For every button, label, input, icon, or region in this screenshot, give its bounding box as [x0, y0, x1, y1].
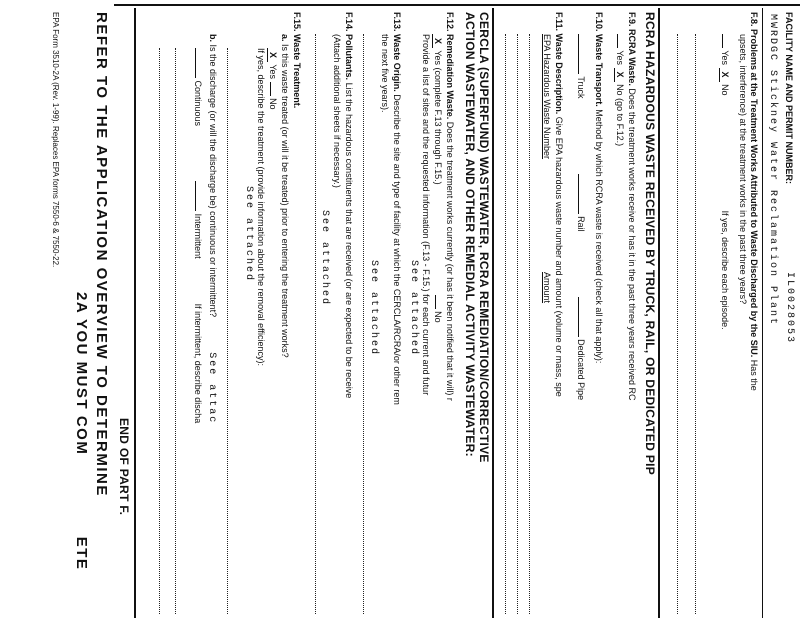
f13-line-1 [363, 34, 364, 614]
refer-line-2-text: 2A YOU MUST COM [73, 292, 90, 456]
f10-title: Waste Transport. [594, 34, 604, 107]
f13-title: Waste Origin. [392, 34, 402, 92]
col-epa-number: EPA Hazardous Waste Number [542, 34, 552, 160]
f15a-line [280, 34, 290, 358]
col-amount: Amount [542, 272, 552, 304]
f11-title: Waste Description. [554, 33, 564, 115]
f8-line2: upsets, interference) at the treatment works in the past three years? [738, 34, 748, 305]
rail-checkbox[interactable] [578, 174, 579, 214]
f10-line [594, 12, 604, 363]
f14-sub: (Attach additional sheets if necessary.) [332, 34, 342, 188]
f12-no-label: No [433, 311, 443, 323]
f8-answer-line-2 [677, 34, 678, 614]
f15b-label: b. [208, 34, 218, 42]
f15-number: F.15. [292, 12, 302, 32]
page-left-rule [114, 4, 800, 6]
f8-instruction: If yes, describe each episode. [720, 210, 730, 330]
f9-text: Does the treatment works receive or has it in the past three years received RC [627, 88, 637, 401]
intermittent-checkbox[interactable] [195, 181, 196, 211]
f8-no-checkbox[interactable]: X [719, 68, 730, 82]
f8-line [749, 12, 759, 391]
f12-provide: Provide a list of sites and the requested information (F.13 - F.15.) for each current and futur [421, 34, 431, 396]
f12-text: Does the treatment works currently (or has it been notified that it will) r [445, 121, 455, 401]
f13-next: the next five years). [380, 34, 390, 113]
f9-no-checkbox[interactable]: X [614, 68, 625, 82]
f15-line [292, 12, 302, 108]
rcra-heading: RCRA HAZARDOUS WASTE RECEIVED BY TRUCK, RAIL, OR DEDICATED PIP [643, 12, 657, 476]
f9-yes-checkbox[interactable] [617, 34, 618, 48]
continuous-checkbox[interactable] [195, 48, 196, 78]
f9-answers [614, 34, 625, 146]
intermittent-label: Intermittent [193, 213, 203, 259]
f15a-no-checkbox[interactable] [270, 82, 271, 96]
f11-number: F.11. [554, 12, 564, 32]
f12-no-checkbox[interactable] [435, 295, 436, 309]
f14-line [344, 12, 354, 398]
end-of-part-f: END OF PART F. [117, 418, 131, 516]
f14-number: F.14. [344, 12, 354, 32]
f10-text: Method by which RCRA waste is received (check all that apply): [594, 109, 604, 364]
f12-yes-label: Yes (complete F.13 through F.15.) [433, 50, 443, 185]
f13-text: Describe the site and type of facility at which the CERCLA/RCRA/or other rem [392, 94, 402, 405]
f13-see-attached: See attached [368, 260, 379, 357]
f11-text: Give EPA hazardous waste number and amount (volume or mass, spe [554, 116, 564, 397]
f15b-text: Is the discharge (or will the discharge be) continuous or intermittent? [208, 44, 218, 318]
cercla-heading-2: ACTION WASTEWATER, AND OTHER REMEDIAL ACTIVITY WASTEWATER: [463, 12, 477, 457]
truck-checkbox[interactable] [578, 34, 579, 74]
f8-answers [719, 34, 730, 330]
f15b-line-2 [159, 48, 160, 614]
f14-title: Pollutants. [344, 34, 354, 81]
f10-number: F.10. [594, 12, 604, 32]
f15a-see-attached: See attached [243, 186, 254, 283]
cercla-heading-1: CERCLA (SUPERFUND) WASTEWATER, RCRA REMEDIATION/CORRECTIVE [477, 12, 491, 463]
f11-line [554, 12, 564, 397]
f8-yes-checkbox[interactable] [722, 34, 723, 48]
refer-line-2 [73, 292, 90, 570]
f9-title: RCRA Waste. [627, 29, 637, 86]
f11-line-3 [505, 34, 506, 614]
f15-title: Waste Treatment. [292, 34, 302, 109]
f11-line-1 [529, 34, 530, 614]
f11-line-2 [517, 34, 518, 614]
f15b-line-1 [175, 48, 176, 614]
f13-number: F.13. [392, 12, 402, 32]
f14-line-1 [315, 34, 316, 614]
truck-label: Truck [576, 76, 586, 99]
f10-options [576, 34, 586, 400]
f12-number: F.12. [445, 12, 455, 32]
permit-number: IL0028053 [784, 272, 795, 345]
f15a-if: If yes, describe the treatment (provide information about the removal efficiency): [256, 48, 266, 366]
f15a-answers [267, 48, 278, 110]
f15a-yes-label: Yes [268, 64, 278, 80]
f8-no-label: No [720, 84, 730, 96]
f9-number: F.9. [627, 12, 637, 27]
refer-line-2-tail: ETE [73, 536, 90, 571]
f15a-text: Is this waste treated (or will it be treated) prior to entering the treatment works? [280, 44, 290, 358]
f13-line [392, 12, 402, 405]
f9-line [627, 12, 637, 401]
f9-yes-label: Yes [615, 50, 625, 66]
f12-yes-checkbox[interactable]: X [432, 34, 443, 48]
f12-answers [432, 34, 443, 323]
facility-divider [762, 8, 763, 618]
f15b-line [206, 34, 219, 424]
footer-rule [134, 8, 136, 618]
refer-line-1: REFER TO THE APPLICATION OVERVIEW TO DETERMINE [93, 12, 110, 497]
f15a-yes-checkbox[interactable]: X [267, 48, 278, 62]
continuous-label: Continuous [193, 80, 203, 127]
f15b-see-attached: See attac [206, 352, 217, 425]
f14-text: List the hazardous constituents that are received (or are expected to be receive [344, 82, 354, 399]
f9-no-label: No (go to F.12.) [615, 84, 625, 147]
f12-title: Remediation Waste. [445, 34, 455, 120]
f15a-label: a. [280, 34, 290, 42]
rail-label: Rail [576, 216, 586, 232]
f15a-no-label: No [268, 98, 278, 110]
facility-label: FACILITY NAME AND PERMIT NUMBER: [784, 12, 794, 184]
f8-yes-label: Yes [720, 50, 730, 66]
cercla-top-rule [492, 8, 494, 618]
rcra-top-rule [658, 8, 660, 618]
facility-name: MWRDGC Stickney Water Reclamation Plant [767, 14, 778, 327]
f14-see-attached: See attached [319, 210, 330, 307]
f15b-if: If intermittent, describe discha [193, 303, 203, 424]
form-id: EPA Form 3510-2A (Rev. 1-99). Replaces EPA forms 7550-6 & 7550-22. [51, 12, 60, 268]
f15a-line-1 [227, 48, 228, 614]
pipe-label: Dedicated Pipe [576, 339, 586, 401]
f8-number: F.8. [749, 12, 759, 27]
f8-answer-line-1 [695, 34, 696, 614]
f8-title-tail: Has the [749, 359, 759, 391]
f8-title: Problems at the Treatment Works Attributed to Waste Discharged by the SIU. [749, 29, 759, 358]
f15b-answers [193, 48, 203, 423]
f12-line [445, 12, 455, 401]
f12-see-attached: See attached [408, 260, 419, 357]
pipe-checkbox[interactable] [578, 297, 579, 337]
